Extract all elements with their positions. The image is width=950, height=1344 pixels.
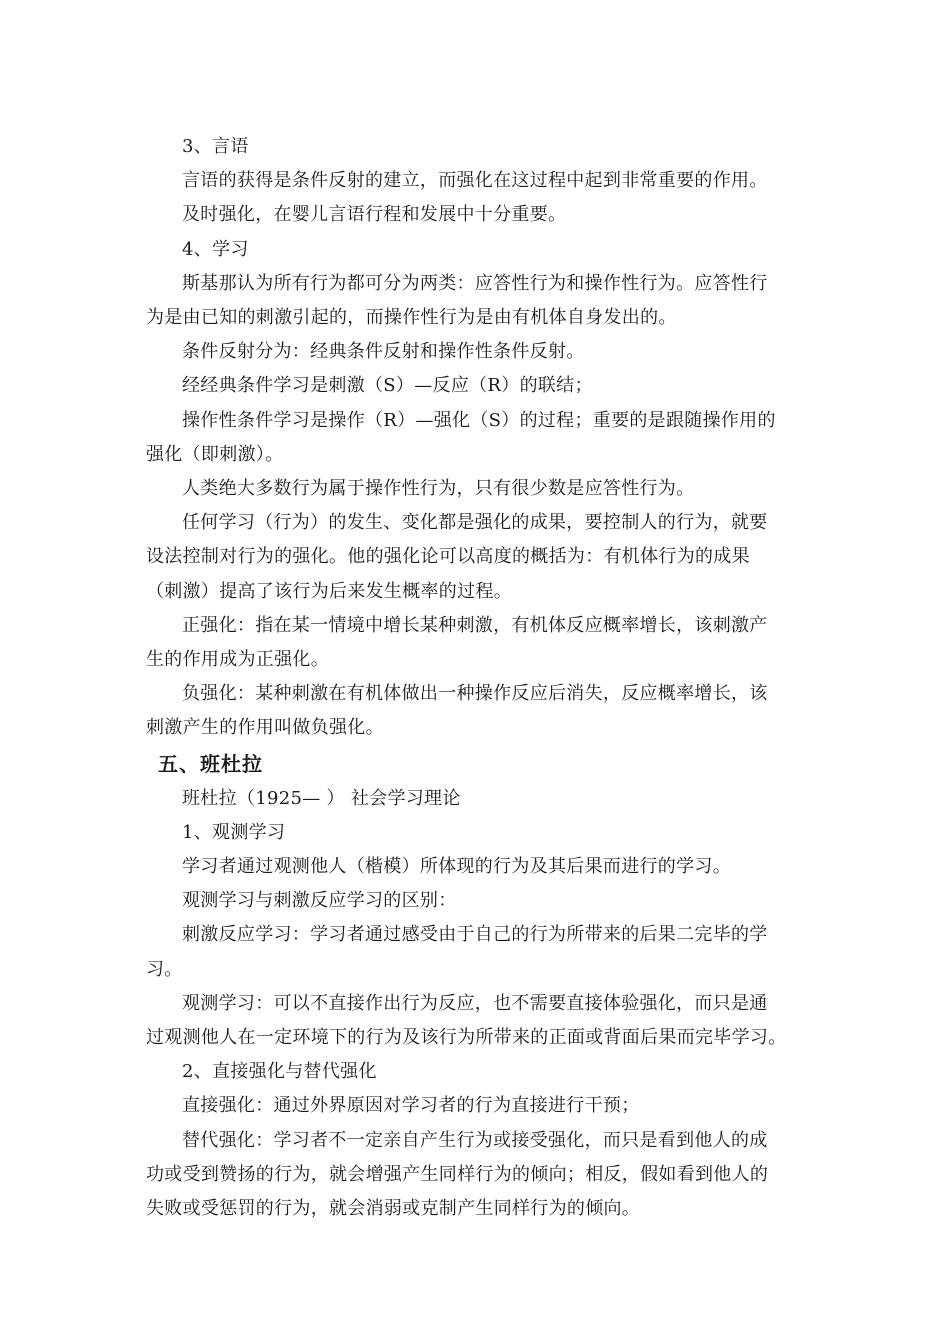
subheading-language: 3、言语 bbox=[182, 136, 249, 157]
paragraph-line: 观测学习：可以不直接作出行为反应，也不需要直接体验强化，而只是通 bbox=[182, 992, 768, 1014]
subheading-reinforcement: 2、直接强化与替代强化 bbox=[182, 1061, 377, 1083]
subheading-observational-learning: 1、观测学习 bbox=[182, 821, 286, 843]
paragraph-line: 过观测他人在一定环境下的行为及该行为所带来的正面或背面后果而完毕学习。 bbox=[146, 1027, 787, 1049]
paragraph-line: 刺激产生的作用叫做负强化。 bbox=[146, 717, 384, 739]
paragraph-line: （刺激）提高了该行为后来发生概率的过程。 bbox=[146, 580, 512, 602]
paragraph-line: 经经典条件学习是刺激（S）—反应（R）的联结； bbox=[182, 375, 593, 397]
paragraph-line: 功或受到赞扬的行为，就会增强产生同样行为的倾向；相反，假如看到他人的 bbox=[146, 1163, 769, 1185]
subheading-learning: 4、学习 bbox=[182, 238, 249, 260]
paragraph-line: 斯基那认为所有行为都可分为两类：应答性行为和操作性行为。应答性行 bbox=[182, 272, 768, 294]
paragraph-line: 条件反射分为：经典条件反射和操作性条件反射。 bbox=[182, 341, 585, 363]
paragraph-line: 直接强化：通过外界原因对学习者的行为直接进行干预； bbox=[182, 1095, 640, 1117]
paragraph-line: 学习者通过观测他人（楷模）所体现的行为及其后果而进行的学习。 bbox=[182, 856, 731, 878]
paragraph-line: 观测学习与刺激反应学习的区别： bbox=[182, 890, 457, 912]
paragraph-line: 替代强化：学习者不一定亲自产生行为或接受强化，而只是看到他人的成 bbox=[182, 1129, 768, 1151]
paragraph-line: 负强化：某种刺激在有机体做出一种操作反应后消失，反应概率增长，该 bbox=[182, 683, 768, 705]
paragraph-line: 生的作用成为正强化。 bbox=[146, 649, 329, 671]
paragraph-line: 习。 bbox=[146, 958, 183, 980]
paragraph-line: 强化（即刺激）。 bbox=[146, 443, 284, 465]
paragraph-line: 班杜拉（1925— ） 社会学习理论 bbox=[182, 787, 461, 809]
paragraph-line: 操作性条件学习是操作（R）—强化（S）的过程；重要的是跟随操作用的 bbox=[182, 409, 776, 431]
paragraph-line: 正强化：指在某一情境中增长某种刺激，有机体反应概率增长，该刺激产 bbox=[182, 614, 768, 636]
paragraph-line: 人类绝大多数行为属于操作性行为，只有很少数是应答性行为。 bbox=[182, 478, 695, 500]
section-heading-bandura: 五、班杜拉 bbox=[158, 751, 263, 776]
paragraph-line: 设法控制对行为的强化。他的强化论可以高度的概括为：有机体行为的成果 bbox=[146, 546, 750, 568]
paragraph-line: 任何学习（行为）的发生、变化都是强化的成果，要控制人的行为，就要 bbox=[182, 512, 768, 534]
paragraph-line: 及时强化，在婴儿言语行程和发展中十分重要。 bbox=[182, 204, 567, 226]
paragraph-line: 言语的获得是条件反射的建立，而强化在这过程中起到非常重要的作用。 bbox=[182, 170, 768, 192]
document-page bbox=[146, 130, 810, 1226]
paragraph-line: 失败或受惩罚的行为，就会消弱或克制产生同样行为的倾向。 bbox=[146, 1198, 641, 1220]
paragraph-line: 为是由已知的刺激引起的，而操作性行为是由有机体自身发出的。 bbox=[146, 307, 677, 329]
paragraph-line: 刺激反应学习：学习者通过感受由于自己的行为所带来的后果二完毕的学 bbox=[182, 924, 768, 946]
